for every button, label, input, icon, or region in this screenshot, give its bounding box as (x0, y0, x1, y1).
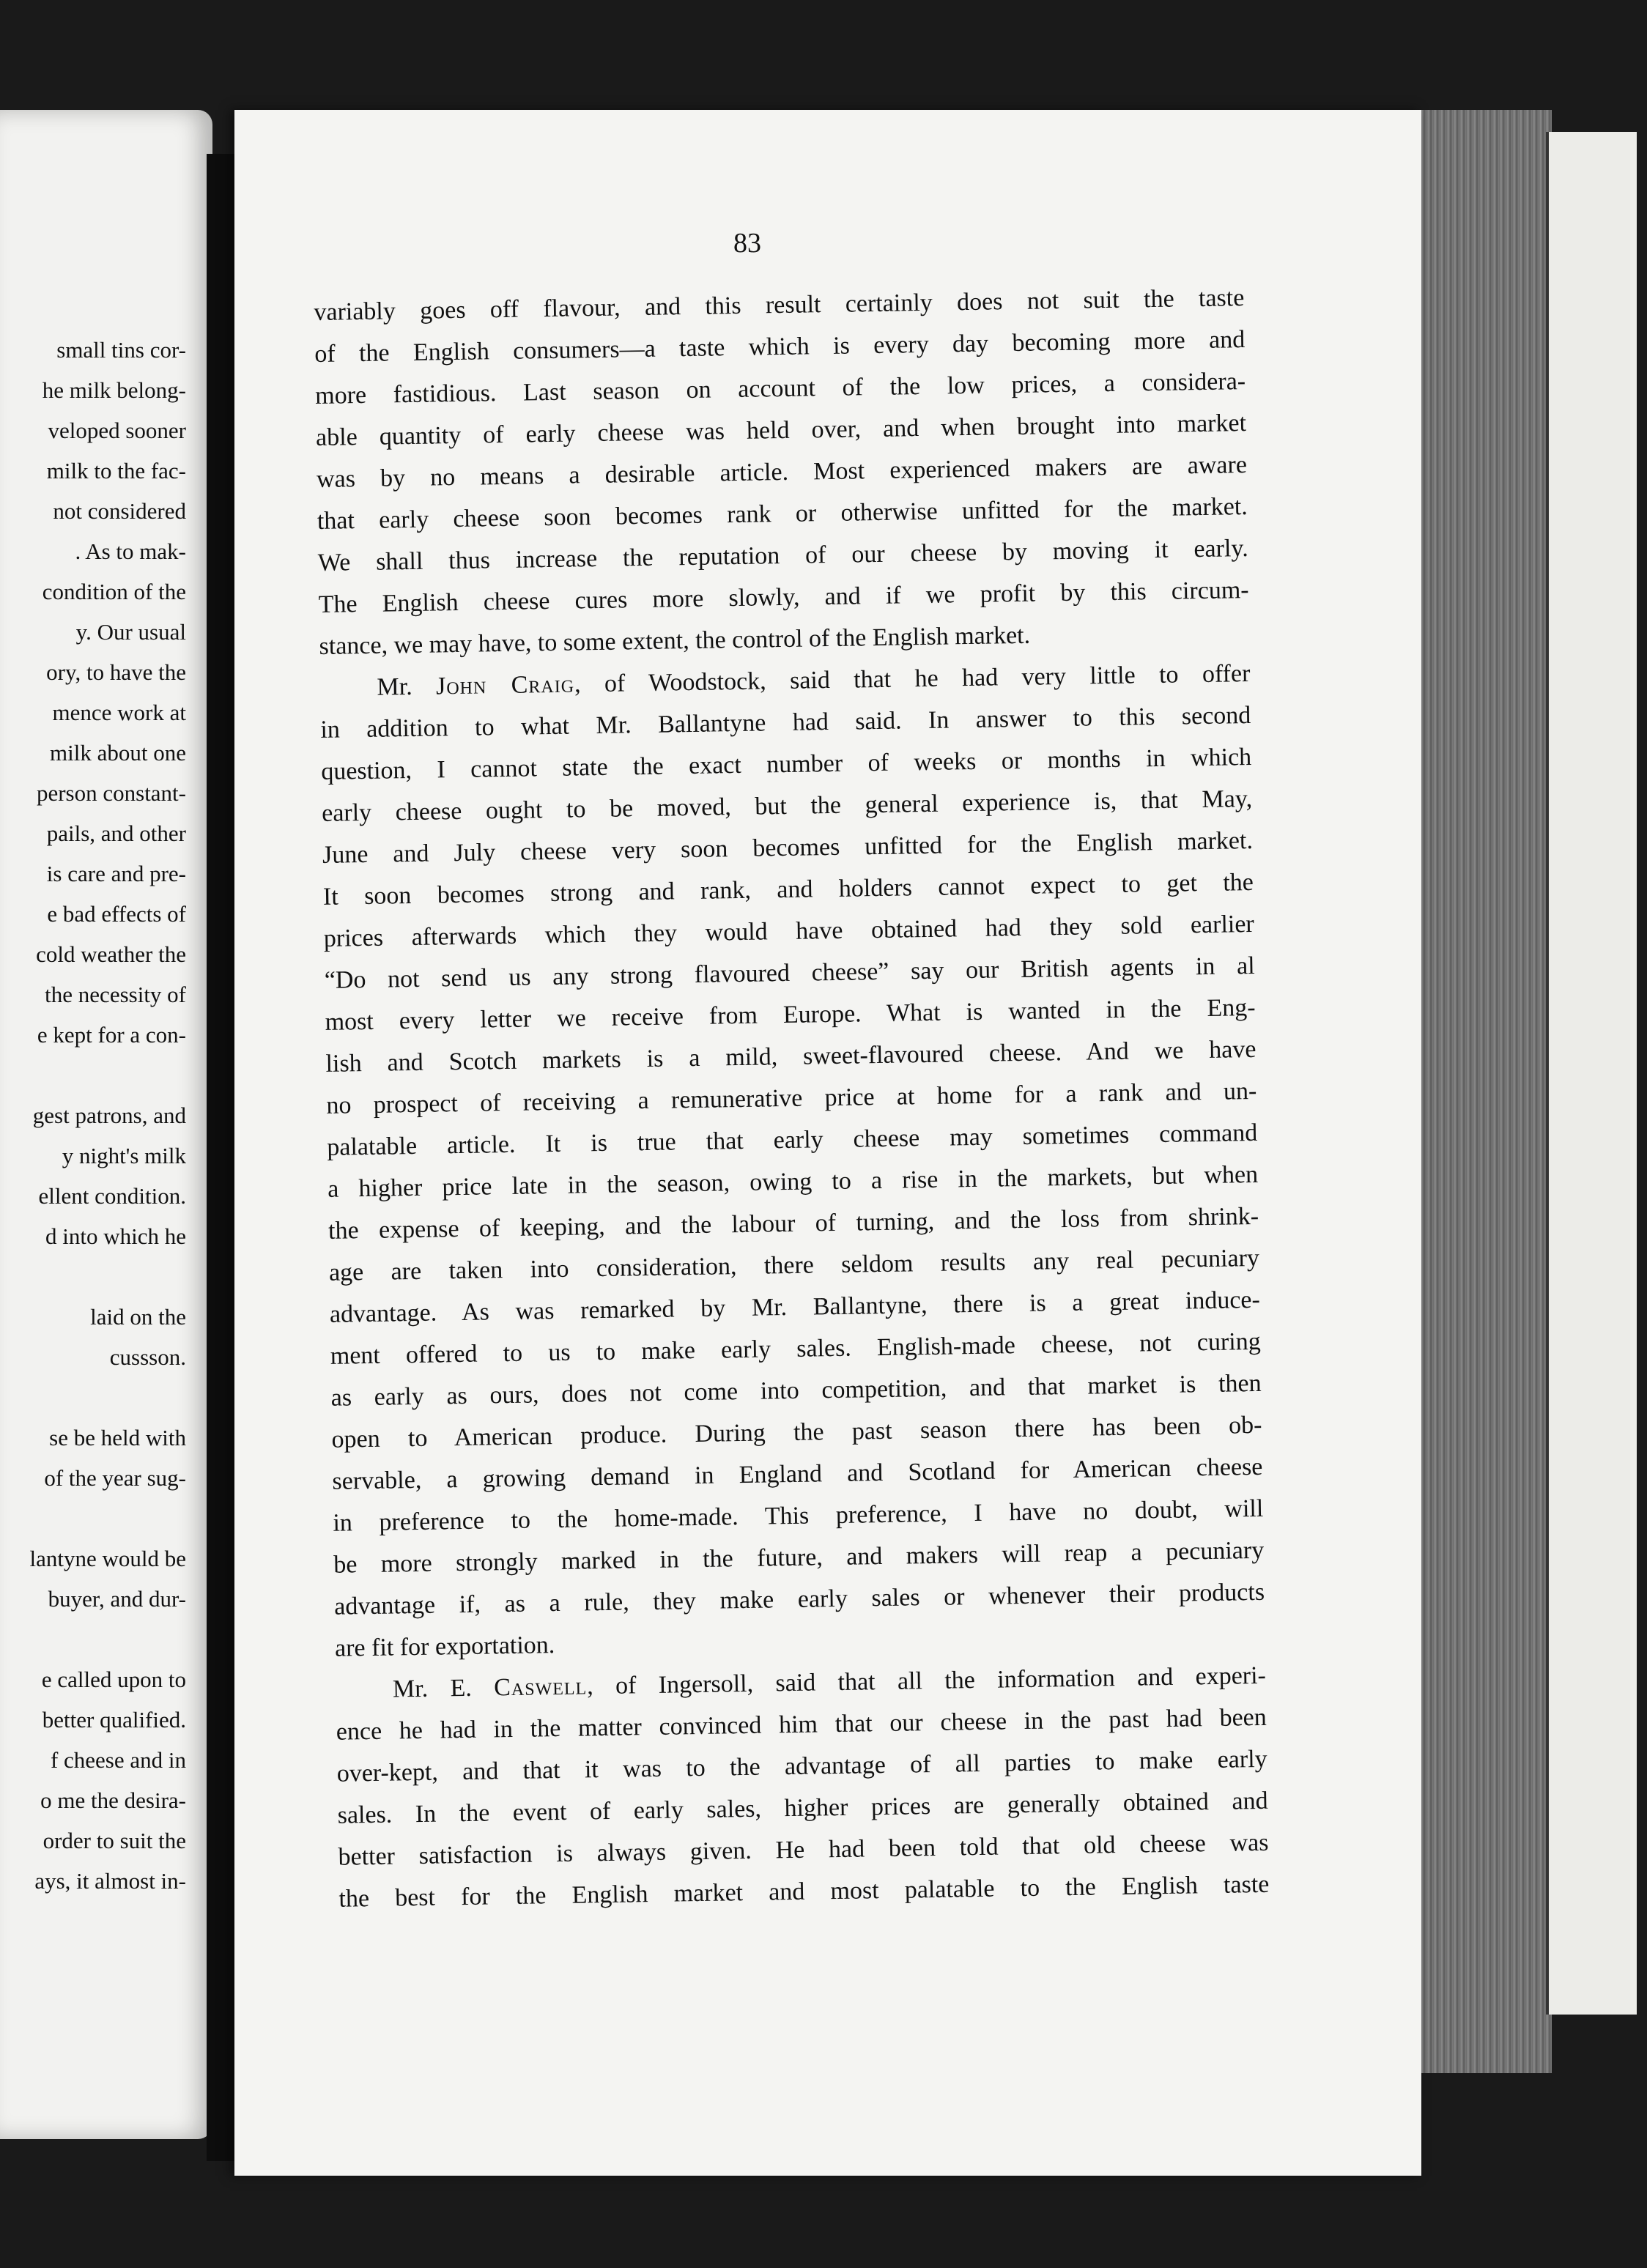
text-line: servable, a growing demand in England and Scotland for American cheese (332, 1453, 1263, 1495)
text-line: The English cheese cures more slowly, and if we profit by this circum- (318, 577, 1249, 618)
left-text-line: y. Our usual (75, 619, 186, 645)
book-gutter (207, 154, 236, 2161)
left-text-line: o me the desira- (40, 1787, 186, 1813)
back-page-edge (1546, 132, 1637, 2015)
page-number: 83 (733, 228, 761, 259)
left-text-line: gest patrons, and (32, 1102, 186, 1128)
blank-line (0, 1498, 186, 1538)
text-line: of the English consumers—a taste which is every day becoming more and (314, 326, 1246, 368)
speaker-title: Mr. E. (392, 1674, 495, 1703)
text-line: open to American produce. During the past season there has been ob- (331, 1411, 1262, 1453)
left-text-line: condition of the (42, 579, 186, 604)
speaker-name: John Craig (435, 670, 575, 700)
left-text-line: ays, it almost in- (34, 1868, 186, 1894)
left-text-line: mence work at (52, 700, 186, 725)
left-text-line: order to suit the (42, 1828, 186, 1853)
left-text-line: d into which he (45, 1223, 186, 1249)
left-text-line: better qualified. (42, 1707, 186, 1732)
text-line: as early as ours, does not come into competition, and that market is then (330, 1369, 1262, 1412)
text-line: June and July cheese very soon becomes unfitted for the English market. (322, 826, 1254, 869)
left-text-line: e bad effects of (47, 901, 186, 927)
text-line: ment offered to us to make early sales. English-made cheese, not curing (330, 1327, 1261, 1370)
text-line: was by no means a desirable article. Most experienced makers are aware (316, 451, 1248, 493)
text-line: advantage if, as a rule, they make early sales or whenever their products (333, 1578, 1265, 1620)
left-facing-page (0, 110, 212, 2139)
text-line: sales. In the event of early sales, higher prices are generally obtained and (337, 1787, 1268, 1829)
text-line: in addition to what Mr. Ballantyne had said. In answer to this second (320, 701, 1251, 744)
text-line: ence he had in the matter convinced him that our cheese in the past had been (336, 1703, 1267, 1746)
left-text-line: e called upon to (41, 1667, 186, 1692)
left-text-line: small tins cor- (56, 337, 186, 363)
left-text-line: milk to the fac- (46, 458, 186, 483)
text-line: are fit for exportation. (334, 1631, 555, 1662)
left-text-line: cold weather the (36, 941, 186, 967)
text-line: be more strongly marked in the future, and makers will reap a pecuniary (333, 1536, 1265, 1579)
line-text: , of Ingersoll, said that all the information and experi- (586, 1661, 1267, 1700)
text-line: in preference to the home-made. This preference, I have no doubt, will (333, 1494, 1264, 1537)
left-text-line: e kept for a con- (37, 1022, 186, 1048)
left-text-line: ory, to have the (46, 659, 186, 685)
blank-line (0, 1256, 186, 1297)
left-text-line: not considered (53, 498, 186, 524)
text-line: question, I cannot state the exact number of weeks or months in which (321, 743, 1252, 785)
left-text-line: ellent condition. (38, 1183, 186, 1209)
text-line: most every letter we receive from Europe. What is wanted in the Eng- (325, 993, 1256, 1036)
blank-line (0, 1619, 186, 1659)
text-line: advantage. As was remarked by Mr. Ballantyne, there is a great induce- (329, 1286, 1261, 1328)
page-block-edge (1420, 110, 1552, 2073)
speaker-name: Caswell (493, 1672, 588, 1702)
text-line: lish and Scotch markets is a mild, sweet-flavoured cheese. And we have (325, 1035, 1256, 1078)
text-line: variably goes off flavour, and this result certainly does not suit the taste (314, 284, 1245, 326)
left-text-line: he milk belong- (42, 377, 186, 403)
blank-line (0, 1377, 186, 1418)
text-line: age are taken into consideration, there seldom results any real pecuniary (328, 1244, 1260, 1286)
left-text-line: y night's milk (62, 1143, 186, 1168)
left-page-text (0, 330, 186, 1901)
left-text-line: milk about one (50, 740, 186, 766)
blank-line (0, 1055, 186, 1095)
left-text-line: f cheese and in (50, 1747, 186, 1773)
text-line: more fastidious. Last season on account of the low prices, a considera- (314, 368, 1246, 410)
text-line: stance, we may have, to some extent, the control of the English market. (319, 621, 1031, 660)
text-line: over-kept, and that it was to the advantage of all parties to make early (336, 1745, 1267, 1787)
text-line: early cheese ought to be moved, but the general experience is, that May, (321, 785, 1253, 827)
text-line: better satisfaction is always given. He had been told that old cheese was (338, 1828, 1269, 1871)
text-line: no prospect of receiving a remunerative price at home for a rank and un- (326, 1077, 1257, 1119)
line-text: , of Woodstock, said that he had very little to offer (574, 659, 1251, 698)
left-text-line: pails, and other (46, 820, 186, 846)
left-text-line: of the year sug- (44, 1465, 186, 1491)
left-text-line: cussson. (109, 1344, 186, 1370)
text-line: that early cheese soon becomes rank or otherwise unfitted for the market. (317, 493, 1248, 535)
left-text-line: . As to mak- (75, 538, 186, 564)
left-text-line: is care and pre- (46, 861, 186, 886)
text-line: palatable article. It is true that early cheese may sometimes command (327, 1119, 1258, 1161)
left-text-line: veloped sooner (48, 418, 186, 443)
left-text-line: buyer, and dur- (48, 1586, 186, 1612)
left-text-line: se be held with (49, 1425, 186, 1450)
text-line: prices afterwards which they would have obtained had they sold earlier (323, 910, 1255, 952)
left-text-line: lantyne would be (29, 1546, 186, 1571)
text-line: able quantity of early cheese was held over, and when brought into market (315, 410, 1247, 451)
text-line: It soon becomes strong and rank, and holders cannot expect to get the (322, 868, 1254, 911)
text-line: “Do not send us any strong flavoured cheese” say our British agents in al (324, 952, 1255, 994)
text-line: a higher price late in the season, owing to a rise in the markets, but when (327, 1160, 1259, 1203)
text-line: the expense of keeping, and the labour of turning, and the loss from shrink- (327, 1202, 1259, 1245)
text-line: We shall thus increase the reputation of our cheese by moving it early. (317, 535, 1248, 577)
left-text-line: laid on the (90, 1304, 186, 1330)
body-text (314, 277, 1270, 1920)
left-text-line: person constant- (36, 780, 186, 806)
text-line: the best for the English market and most palatable to the English taste (338, 1870, 1270, 1913)
left-text-line: the necessity of (45, 982, 186, 1007)
speaker-title: Mr. (377, 672, 437, 701)
